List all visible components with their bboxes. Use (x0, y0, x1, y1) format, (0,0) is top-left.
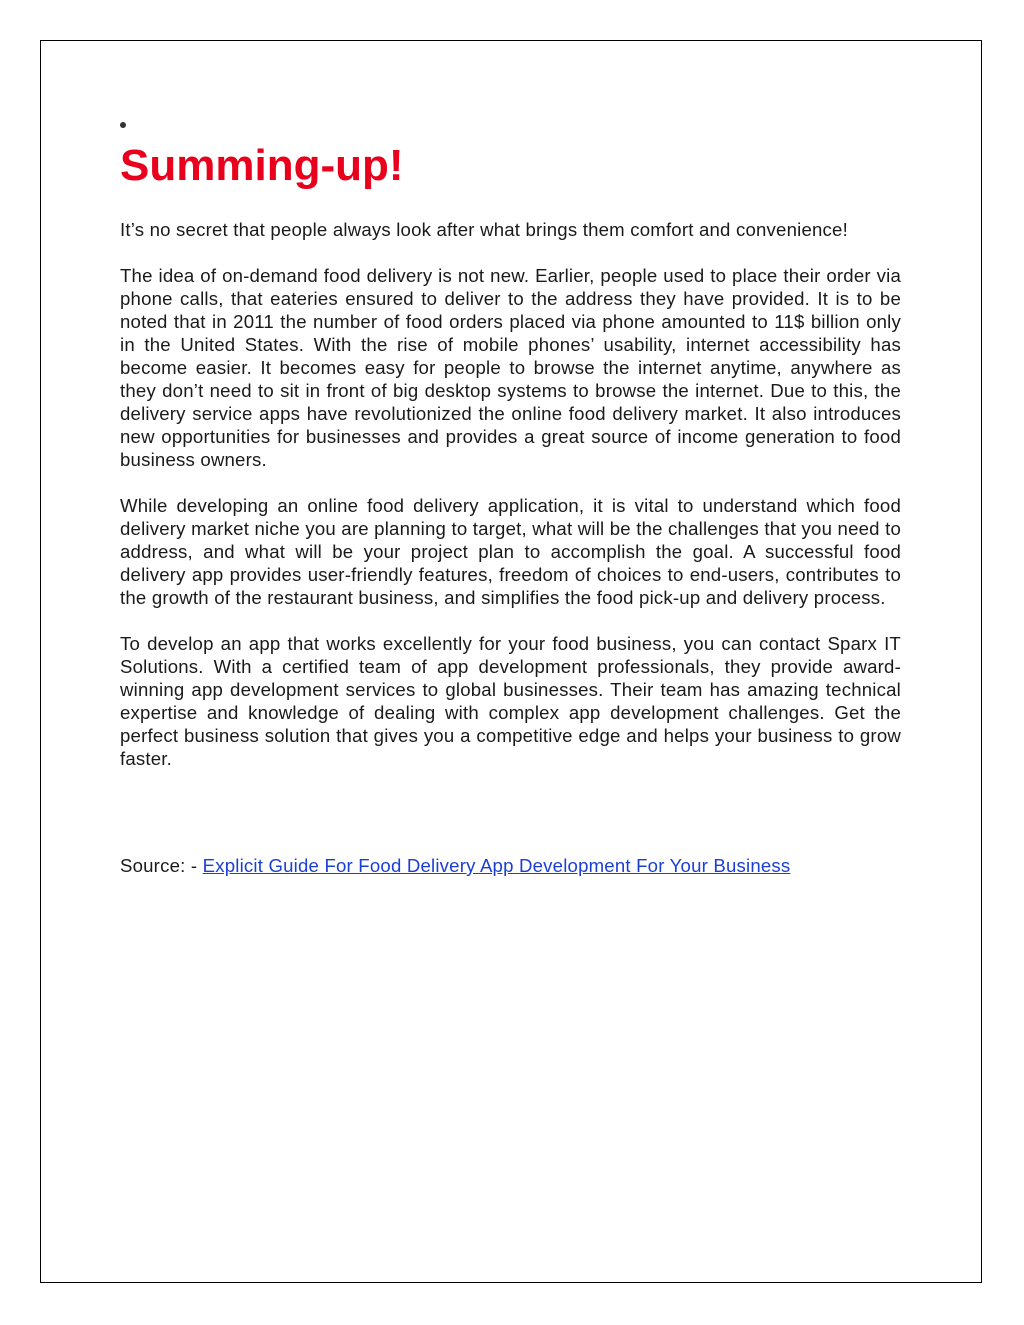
paragraph-contact: To develop an app that works excellently for your food business, you can contact Sparx IT Solutions. With a certified team of app development professionals, they provide award-winning app development services to global businesses. Their team has amazing technical expertise and knowledge of dealing with complex app development challenges. Get the perfect business solution that gives you a competitive edge and helps your business to grow faster. (120, 633, 901, 769)
paragraph-development: While developing an online food delivery application, it is vital to understand which food delivery market niche you are planning to target, what will be the challenges that you need to address, and what will be your project plan to accomplish the goal. A successful food delivery app provides user-friendly features, freedom of choices to end-users, contributes to the growth of the restaurant business, and simplifies the food pick-up and delivery process. (120, 495, 901, 608)
source-prefix: Source: - (120, 855, 203, 876)
paragraph-intro: It’s no secret that people always look after what brings them comfort and convenience! (120, 219, 848, 240)
bullet-icon (120, 122, 126, 128)
paragraph-history: The idea of on-demand food delivery is not new. Earlier, people used to place their order via phone calls, that eateries ensured to deliver to the address they have provided. It is to be noted that in 2011 the number of food orders placed via phone amounted to 11$ billion only in the United States. With the rise of mobile phones’ usability, internet accessibility has become easier. It becomes easy for people to browse the internet anytime, anywhere as they don’t need to sit in front of big desktop systems to browse the internet. Due to this, the delivery service apps have revolutionized the online food delivery market. It also introduces new opportunities for businesses and provides a great source of income generation to food business owners. (120, 265, 901, 470)
source-line (120, 854, 901, 877)
document-body (120, 122, 901, 877)
source-link[interactable]: Explicit Guide For Food Delivery App Development For Your Business (202, 855, 791, 876)
page-title: Summing-up! (120, 141, 404, 190)
